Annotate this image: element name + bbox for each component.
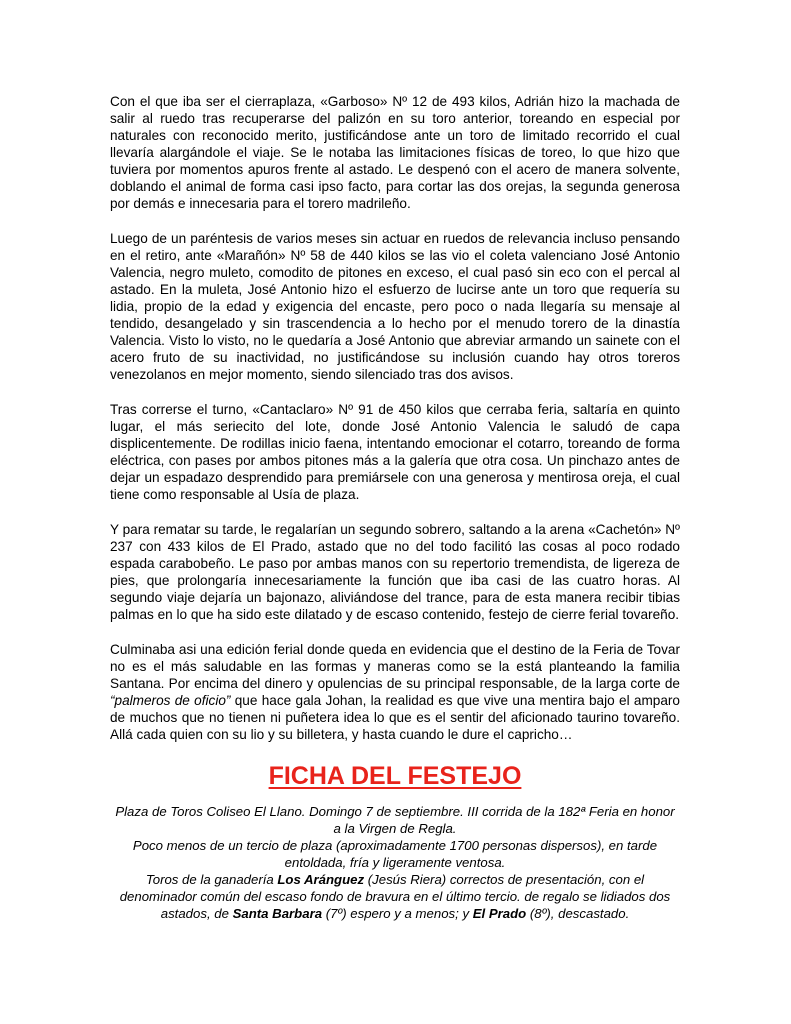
ficha-toros-text-4: (8º), descastado. bbox=[526, 906, 630, 921]
document-page bbox=[110, 93, 680, 922]
paragraph-maranon: Luego de un paréntesis de varios meses sin actuar en ruedos de relevancia incluso pensando en el retiro, ante «Marañón» Nº 58 de 440 kilos se las vio el coleta valenciano José Antonio Valencia, negro muleto, comodito de pitones en exceso, el cual pasó sin eco con el percal al astado. En la muleta, José Antonio hizo el esfuerzo de lucirse ante un toro que requería su lidia, propio de la edad y exigencia del encaste, pero poco o nada llegaría su mensaje al tendido, desangelado y sin trascendencia a lo hecho por el menudo torero de la dinastía Valencia. Visto lo visto, no le quedaría a José Antonio que abreviar armando un sainete con el acero fruto de su inactividad, no justificándose su inclusión cuando hay otros toreros venezolanos en mejor momento, siendo silenciado tras dos avisos. bbox=[110, 231, 680, 382]
ficha-title: FICHA DEL FESTEJO bbox=[268, 762, 522, 790]
ficha-santa-barbara: Santa Barbara bbox=[232, 906, 323, 921]
ficha-toros-text-1: Toros de la ganadería bbox=[145, 872, 278, 887]
ficha-toros-text-3: (7º) espero y a menos; y bbox=[322, 906, 473, 921]
paragraph-cantaclaro: Tras correrse el turno, «Cantaclaro» Nº 91 de 450 kilos que cerraba feria, saltaría en quinto lugar, el más seriecito del lote, donde José Antonio Valencia le saludó de capa displicentemente. De rodillas inicio faena, intentando emocionar el cotarro, toreando de forma eléctrica, con pases por ambos pitones más a la galería que otra cosa. Un pinchazo antes de dejar un espadazo desprendido para premiársele con una generosa y mentirosa oreja, el cual tiene como responsable al Usía de plaza. bbox=[110, 402, 680, 502]
paragraph-cacheton: Y para rematar su tarde, le regalarían un segundo sobrero, saltando a la arena «Cachetón» Nº 237 con 433 kilos de El Prado, astado que no del todo facilitó las cosas al poco rodado espada carabobeño. Le paso por ambas manos con su repertorio tremendista, de ligereza de pies, que prolongaría innecesariamente la función que iba casi de las cuatro horas. Al segundo viaje dejaría un bajonazo, aliviándose del trance, para de esta manera recibir tibias palmas en lo que ha sido este dilatado y de escaso contenido, festejo de cierre ferial tovareño. bbox=[110, 522, 680, 622]
ficha-toros-text-2: (Jesús Riera) correctos de presentación, con el denominador común del escaso fondo de bravura en el último tercio. de regalo se lidiados dos astados, de bbox=[119, 872, 671, 921]
ficha-attendance-line: Poco menos de un tercio de plaza (aproximadamente 1700 personas dispersos), en tarde entoldada, fría y ligeramente ventosa. bbox=[132, 838, 658, 870]
paragraph-garboso: Con el que iba ser el cierraplaza, «Garboso» Nº 12 de 493 kilos, Adrián hizo la machada de salir al ruedo tras recuperarse del palizón en su toro anterior, toreando en especial por naturales con reconocido merito, justificándose ante un toro de limitado recorrido el cual llevaría alargándole el viaje. Se le notaba las limitaciones físicas de toreo, lo que hizo que tuviera por momentos apuros frente al astado. Le despenó con el acero de manera solvente, doblando el animal de forma casi ipso facto, para cortar las dos orejas, la segunda generosa por demás e innecesaria para el torero madrileño. bbox=[110, 94, 680, 211]
paragraph-conclusion bbox=[110, 641, 680, 743]
ficha-el-prado: El Prado bbox=[472, 906, 527, 921]
conclusion-text-end: que hace gala Johan, la realidad es que vive una mentira bajo el amparo de muchos que no tienen ni puñetera idea lo que es el sentir del aficionado taurino tovareño. Allá cada quien con su lio y su billetera, y hasta cuando le dure el capricho… bbox=[110, 693, 680, 742]
ficha-ganaderia-name: Los Aránguez bbox=[277, 872, 365, 887]
conclusion-italic-quote: “palmeros de oficio” bbox=[110, 693, 231, 708]
conclusion-text-start: Culminaba asi una edición ferial donde queda en evidencia que el destino de la Feria de Tovar no es el más saludable en las formas y maneras como se la está planteando la familia Santana. Por encima del dinero y opulencias de su principal responsable, de la larga corte de bbox=[110, 642, 680, 691]
ficha-plaza-line: Plaza de Toros Coliseo El Llano. Domingo 7 de septiembre. III corrida de la 182ª Feria en honor a la Virgen de Regla. bbox=[115, 804, 675, 836]
ficha-toros-line bbox=[110, 871, 680, 922]
